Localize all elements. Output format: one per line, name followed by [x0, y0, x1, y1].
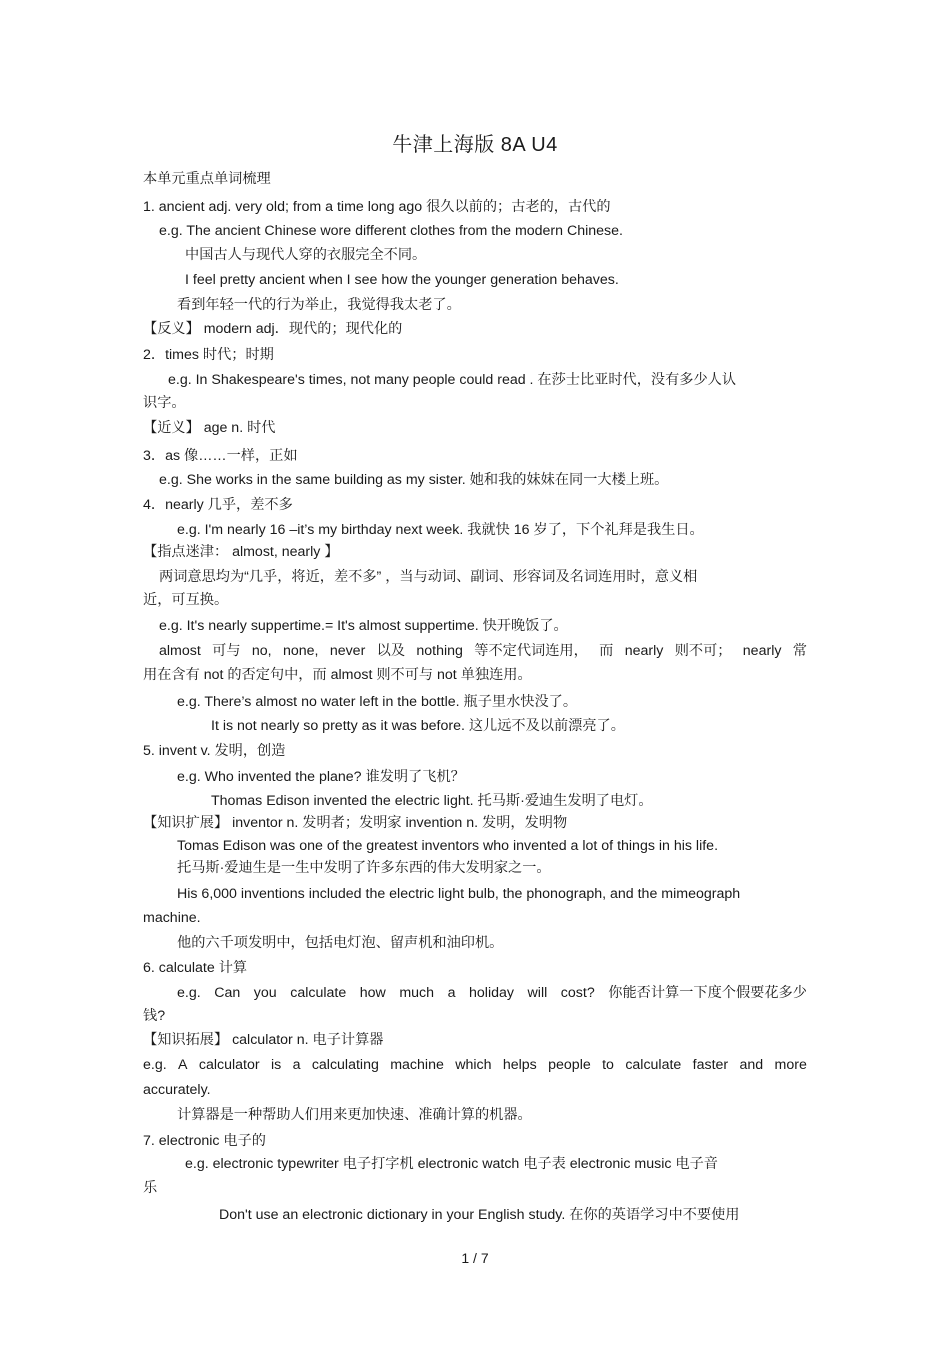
word: 可与: [212, 643, 241, 659]
text-line: I feel pretty ancient when I see how the younger generation behaves.: [185, 272, 619, 288]
text-line: 两词意思均为“几乎，将近，差不多” ，当与动词、副词、形容词及名词连用时，意义相: [159, 569, 698, 585]
text-line: 乐: [143, 1180, 158, 1196]
word: 以及: [376, 643, 406, 659]
text-line: 用在含有 not 的否定句中，而 almost 则不可与 not 单独连用。: [143, 667, 532, 683]
word: e.g.: [143, 1057, 167, 1073]
text-line: 钱?: [143, 1008, 166, 1024]
text-line: e.g. The ancient Chinese wore different clothes from the modern Chinese.: [159, 223, 623, 239]
text-line: e.g. Who invented the plane? 谁发明了飞机？: [177, 769, 465, 785]
word: much: [399, 985, 435, 1001]
text-line: 3．as 像……一样，正如: [143, 448, 298, 464]
word: nearly: [624, 643, 664, 659]
page-title: 牛津上海版 8A U4: [392, 134, 558, 156]
text-line: It is not nearly so pretty as it was before. 这儿远不及以前漂亮了。: [211, 718, 625, 734]
justified-line: [177, 983, 807, 1003]
word: and: [739, 1057, 764, 1073]
word: e.g.: [177, 985, 201, 1001]
word: holiday: [469, 985, 514, 1001]
text-line: 识字。: [143, 395, 186, 411]
word: none,: [282, 643, 319, 659]
word: to: [602, 1057, 614, 1073]
word: 你能否计算一下度个假要花多少: [608, 985, 807, 1001]
word: never: [329, 643, 366, 659]
text-line: 本单元重点单词梳理: [143, 171, 271, 187]
text-line: e.g. There’s almost no water left in the bottle. 瓶子里水快没了。: [177, 694, 578, 710]
text-line: e.g. In Shakespeare's times, not many people could read . 在莎士比亚时代，没有多少人认: [168, 372, 737, 388]
word: helps: [502, 1057, 537, 1073]
word: is: [270, 1057, 282, 1073]
word: people: [548, 1057, 591, 1073]
text-line: 【反义】 modern adj．现代的；现代化的: [143, 321, 403, 337]
page-number: 1 / 7: [461, 1250, 489, 1266]
text-line: 近，可互换。: [143, 592, 229, 608]
text-line: 他的六千项发明中，包括电灯泡、留声机和油印机。: [177, 935, 504, 951]
word: 而: [599, 643, 614, 659]
text-line: 托马斯·爱迪生是一生中发明了许多东西的伟大发明家之一。: [177, 860, 551, 876]
text-line: 【知识扩展】 inventor n. 发明者；发明家 invention n. 发明，发明物: [143, 815, 568, 831]
word: you: [253, 985, 277, 1001]
word: will: [527, 985, 548, 1001]
word: nearly: [742, 643, 782, 659]
word: calculate: [625, 1057, 682, 1073]
word: a: [292, 1057, 301, 1073]
text-line: Tomas Edison was one of the greatest inventors who invented a lot of things in his life.: [177, 838, 719, 854]
word: more: [774, 1057, 807, 1073]
text-line: Thomas Edison invented the electric light. 托马斯·爱迪生发明了电灯。: [211, 793, 653, 809]
text-line: e.g. She works in the same building as my sister. 她和我的妹妹在同一大楼上班。: [159, 472, 669, 488]
text-line: 7. electronic 电子的: [143, 1133, 266, 1149]
text-line: 看到年轻一代的行为举止，我觉得我太老了。: [177, 297, 461, 313]
text-line: 【知识拓展】 calculator n. 电子计算器: [143, 1032, 384, 1048]
text-line: 1. ancient adj. very old; from a time long ago 很久以前的；古老的，古代的: [143, 199, 611, 215]
text-line: 【指点迷津： almost, nearly 】: [143, 544, 339, 560]
word: cost?: [560, 985, 595, 1001]
word: 常: [792, 643, 807, 659]
text-line: 【近义】 age n. 时代: [143, 420, 276, 436]
word: a: [447, 985, 456, 1001]
justified-line: [159, 641, 807, 661]
text-line: machine.: [143, 910, 201, 926]
word: faster: [692, 1057, 729, 1073]
text-line: 6. calculate 计算: [143, 960, 248, 976]
word: 则不可；: [674, 643, 732, 659]
text-line: Don't use an electronic dictionary in your English study. 在你的英语学习中不要使用: [219, 1207, 740, 1223]
word: machine: [390, 1057, 444, 1073]
word: calculate: [290, 985, 347, 1001]
word: calculator: [198, 1057, 260, 1073]
text-line: His 6,000 inventions included the electric light bulb, the phonograph, and the mimeograph: [177, 886, 741, 902]
text-line: 2．times 时代；时期: [143, 347, 274, 363]
word: how: [359, 985, 386, 1001]
text-line: 5. invent v. 发明，创造: [143, 743, 286, 759]
text-line: 4．nearly 几乎，差不多: [143, 497, 293, 513]
word: no,: [251, 643, 272, 659]
text-line: e.g. I'm nearly 16 –it’s my birthday next week. 我就快 16 岁了，下个礼拜是我生日。: [177, 522, 704, 538]
word: calculating: [311, 1057, 379, 1073]
text-line: e.g. electronic typewriter 电子打字机 electronic watch 电子表 electronic music 电子音: [185, 1156, 718, 1172]
text-line: 计算器是一种帮助人们用来更加快速、准确计算的机器。: [177, 1107, 532, 1123]
text-line: e.g. It's nearly suppertime.= It's almost suppertime. 快开晚饭了。: [159, 618, 568, 634]
word: which: [455, 1057, 492, 1073]
justified-line: [143, 1055, 807, 1075]
text-line: 中国古人与现代人穿的衣服完全不同。: [185, 247, 427, 263]
word: Can: [214, 985, 241, 1001]
word: almost: [159, 643, 201, 659]
word: nothing: [416, 643, 463, 659]
text-line: accurately.: [143, 1082, 211, 1098]
word: 等不定代词连用，: [474, 643, 588, 659]
word: A: [178, 1057, 188, 1073]
